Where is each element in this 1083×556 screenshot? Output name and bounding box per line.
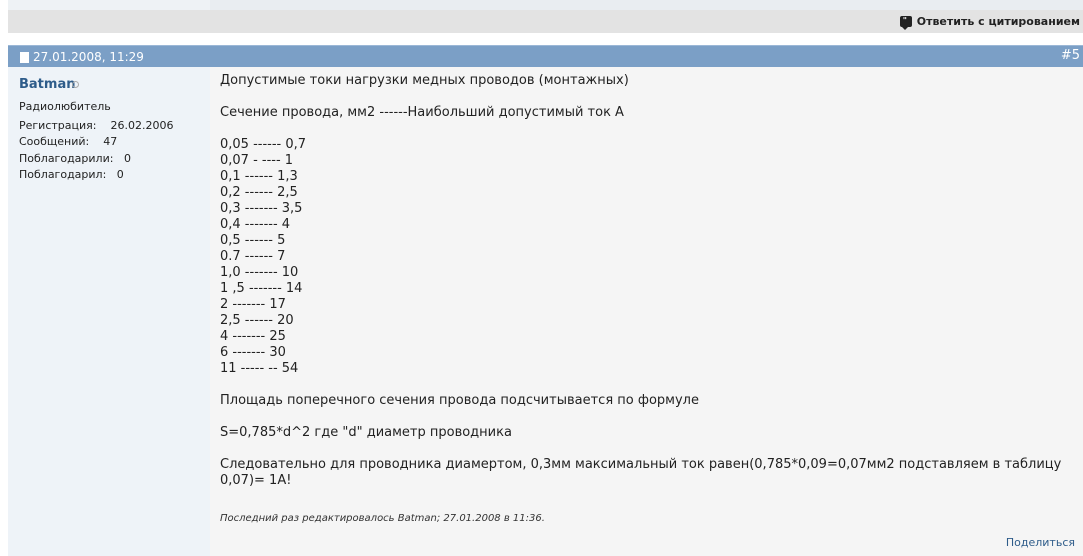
table-row: 0,05 ------ 0,7 bbox=[220, 137, 307, 152]
conclusion-line-1: Следовательно для проводника диамертом, 0,3мм максимальный ток равен(0,785*0,09=0,07мм2 подставляем в таблицу bbox=[220, 457, 1062, 472]
user-posts bbox=[19, 135, 117, 148]
table-row: 0,2 ------ 2,5 bbox=[220, 185, 298, 200]
table-row: 0,1 ------ 1,3 bbox=[220, 169, 298, 184]
share-link[interactable]: Поделиться bbox=[1005, 536, 1075, 549]
formula: S=0,785*d^2 где "d" диаметр проводника bbox=[220, 425, 512, 440]
table-row: 1,0 ------- 10 bbox=[220, 265, 299, 280]
reply-with-quote-label: Ответить с цитированием bbox=[916, 15, 1080, 28]
last-edited-note: Последний раз редактировалось Batman; 27.01.2008 в 11:36. bbox=[220, 513, 545, 524]
user-stat-label: Сообщений: bbox=[19, 135, 90, 148]
table-row: 2 ------- 17 bbox=[220, 297, 286, 312]
reply-with-quote-button[interactable] bbox=[900, 15, 1080, 28]
user-stat-value: 0 bbox=[123, 152, 131, 165]
user-stat-value: 47 bbox=[103, 135, 118, 148]
previous-post-bottom bbox=[8, 0, 1083, 10]
offline-status-icon bbox=[72, 81, 79, 88]
table-row: 0,5 ------ 5 bbox=[220, 233, 286, 248]
post-date-text: 27.01.2008, 11:29 bbox=[33, 50, 144, 64]
table-row: 2,5 ------ 20 bbox=[220, 313, 294, 328]
user-gave-thanks bbox=[19, 168, 124, 181]
user-registration bbox=[19, 119, 173, 132]
post-date bbox=[20, 50, 144, 64]
post-number-link[interactable]: #5 bbox=[1060, 48, 1080, 63]
table-row: 6 ------- 30 bbox=[220, 345, 286, 360]
user-stat-label: Поблагодарил: bbox=[19, 168, 107, 181]
message-table-header: Сечение провода, мм2 ------Наибольший допустимый ток А bbox=[220, 105, 624, 120]
formula-intro: Площадь поперечного сечения провода подсчитывается по формуле bbox=[220, 393, 699, 408]
user-stat-label: Регистрация: bbox=[19, 119, 97, 132]
table-row: 0,3 ------- 3,5 bbox=[220, 201, 303, 216]
table-row: 1 ,5 ------- 14 bbox=[220, 281, 303, 296]
post-body bbox=[210, 67, 1083, 556]
table-row: 0,4 ------- 4 bbox=[220, 217, 291, 232]
user-stat-value: 26.02.2006 bbox=[110, 119, 174, 132]
user-title: Радиолюбитель bbox=[19, 100, 111, 113]
username-link[interactable]: Batman bbox=[19, 77, 76, 92]
message-heading: Допустимые токи нагрузки медных проводов (монтажных) bbox=[220, 73, 629, 88]
post-icon bbox=[20, 52, 29, 63]
table-row: 11 ----- -- 54 bbox=[220, 361, 299, 376]
table-row: 4 ------- 25 bbox=[220, 329, 286, 344]
user-info-column bbox=[8, 67, 210, 556]
previous-post-footer bbox=[8, 10, 1083, 33]
table-row: 0,07 - ---- 1 bbox=[220, 153, 294, 168]
previous-post-user-column bbox=[8, 0, 210, 10]
conclusion-line-2: 0,07)= 1A! bbox=[220, 473, 292, 488]
user-thanked bbox=[19, 152, 131, 165]
user-stat-label: Поблагодарили: bbox=[19, 152, 114, 165]
post-header bbox=[8, 45, 1083, 67]
table-row: 0.7 ------ 7 bbox=[220, 249, 286, 264]
user-stat-value: 0 bbox=[116, 168, 124, 181]
quote-icon: " bbox=[900, 16, 912, 27]
